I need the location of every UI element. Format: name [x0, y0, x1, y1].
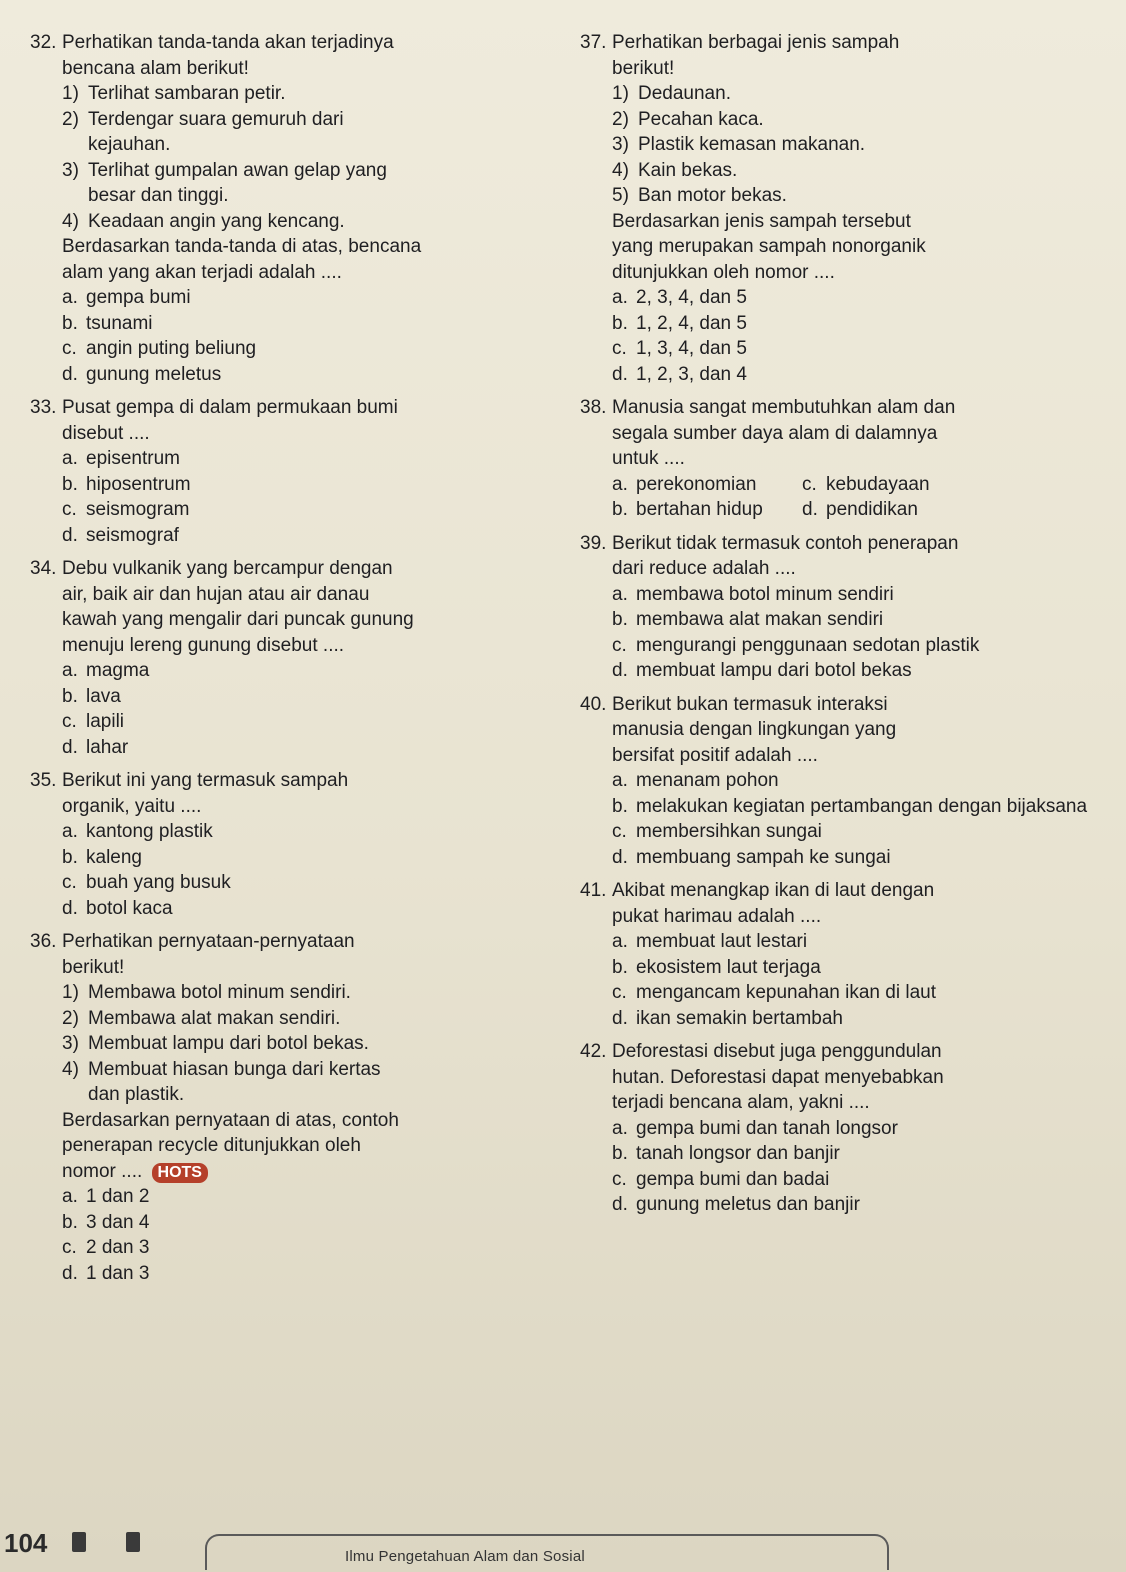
statement-list	[612, 81, 1100, 209]
question-42	[580, 1039, 1100, 1218]
option-c[interactable]: c. mengancam kepunahan ikan di laut	[612, 982, 936, 1003]
question-text-line: Berikut tidak termasuk contoh penerapan	[612, 532, 959, 554]
question-35	[30, 768, 570, 921]
question-text-line: Pusat gempa di dalam permukaan bumi	[62, 397, 398, 418]
question-text-line: Perhatikan tanda-tanda akan terjadinya	[62, 32, 394, 53]
question-text-line: Deforestasi disebut juga penggundulan	[612, 1041, 942, 1062]
option-b[interactable]: b. hiposentrum	[62, 473, 191, 495]
statement: 1) Terlihat sambaran petir.	[62, 83, 286, 104]
hots-badge: HOTS	[152, 1163, 208, 1183]
question-text-line: berikut!	[62, 956, 125, 978]
question-number: 41.	[580, 880, 607, 901]
option-b[interactable]: b. tsunami	[62, 312, 153, 334]
question-number: 33.	[30, 397, 57, 418]
question-number: 42.	[580, 1041, 607, 1062]
option-d[interactable]: d. lahar	[62, 736, 129, 758]
question-number: 34.	[30, 558, 57, 579]
page-footer	[0, 1520, 1126, 1572]
option-d[interactable]: d. membuat lampu dari botol bekas	[612, 660, 912, 681]
question-text-line: terjadi bencana alam, yakni ....	[612, 1092, 870, 1113]
question-text-line: Perhatikan pernyataan-pernyataan	[62, 931, 355, 952]
question-text-line: dari reduce adalah ....	[612, 558, 796, 579]
option-a[interactable]: a. menanam pohon	[612, 770, 779, 791]
question-text-line: manusia dengan lingkungan yang	[612, 719, 897, 740]
statement: 1) Membawa botol minum sendiri.	[62, 982, 351, 1003]
option-c[interactable]: c. membersihkan sungai	[612, 821, 822, 842]
option-b[interactable]: b. tanah longsor dan banjir	[612, 1143, 840, 1164]
option-c[interactable]: c. gempa bumi dan badai	[612, 1168, 830, 1190]
option-a[interactable]: a. gempa bumi dan tanah longsor	[612, 1117, 898, 1139]
question-32	[30, 30, 570, 387]
option-d[interactable]: d. 1, 2, 3, dan 4	[612, 363, 747, 385]
decorative-figure-icon	[72, 1532, 86, 1552]
option-list	[62, 285, 570, 387]
option-list	[62, 1184, 570, 1286]
statement: 4) Membuat hiasan bunga dari kertas dan plastik.	[62, 1058, 381, 1105]
question-text-line: segala sumber daya alam di dalamnya	[612, 422, 938, 444]
option-list	[62, 446, 570, 548]
question-41	[580, 878, 1100, 1031]
question-33	[30, 395, 570, 548]
question-prompt: Berdasarkan jenis sampah tersebut yang merupakan sampah nonorganik ditunjukkan oleh nomor ....	[612, 210, 926, 283]
question-text-line: Debu vulkanik yang bercampur dengan	[62, 558, 393, 579]
option-a[interactable]: a. 1 dan 2	[62, 1186, 150, 1207]
statement: 2) Terdengar suara gemuruh dari kejauhan.	[62, 108, 344, 155]
question-text-line: bersifat positif adalah ....	[612, 744, 818, 766]
option-d[interactable]: d. membuang sampah ke sungai	[612, 846, 891, 868]
option-b[interactable]: b. 3 dan 4	[62, 1211, 150, 1233]
statement: 2) Pecahan kaca.	[612, 108, 764, 130]
option-a[interactable]: a. perekonomian	[612, 473, 757, 495]
question-text-line: Perhatikan berbagai jenis sampah	[612, 32, 900, 53]
option-d[interactable]: d. seismograf	[62, 524, 179, 546]
question-text-line: kawah yang mengalir dari puncak gunung	[62, 609, 414, 630]
statement-list	[62, 980, 570, 1108]
option-b[interactable]: b. bertahan hidup	[612, 499, 763, 520]
option-b[interactable]: b. melakukan kegiatan pertambangan dengan bijaksana	[612, 795, 1088, 817]
option-list	[612, 929, 1100, 1031]
option-d[interactable]: d. gunung meletus	[62, 363, 222, 385]
question-text-line: Berikut bukan termasuk interaksi	[612, 693, 888, 715]
question-text-line: untuk ....	[612, 448, 685, 469]
option-c[interactable]: c. angin puting beliung	[62, 338, 257, 359]
option-d[interactable]: d. botol kaca	[62, 897, 173, 919]
option-b[interactable]: b. 1, 2, 4, dan 5	[612, 312, 747, 334]
question-text-line: Akibat menangkap ikan di laut dengan	[612, 880, 935, 901]
question-text-line: air, baik air dan hujan atau air danau	[62, 583, 370, 605]
question-prompt: Berdasarkan pernyataan di atas, contoh penerapan recycle ditunjukkan oleh nomor .... HOTS	[62, 1109, 399, 1182]
question-number: 39.	[580, 532, 607, 554]
footer-book-title: Ilmu Pengetahuan Alam dan Sosial	[345, 1548, 585, 1565]
option-d[interactable]: d. ikan semakin bertambah	[612, 1007, 843, 1029]
question-text-line: hutan. Deforestasi dapat menyebabkan	[612, 1066, 944, 1088]
statement: 3) Membuat lampu dari botol bekas.	[62, 1033, 369, 1054]
option-c[interactable]: c. lapili	[62, 711, 125, 732]
option-list	[62, 658, 570, 760]
option-a[interactable]: a. membawa botol minum sendiri	[612, 583, 894, 605]
right-column	[580, 30, 1100, 1226]
option-list	[612, 285, 1100, 387]
option-c[interactable]: c. buah yang busuk	[62, 872, 231, 893]
left-column	[30, 30, 570, 1294]
question-text-line: berikut!	[612, 57, 675, 79]
question-34	[30, 556, 570, 760]
option-b[interactable]: b. membawa alat makan sendiri	[612, 609, 884, 630]
option-d[interactable]: d. 1 dan 3	[62, 1262, 150, 1284]
question-number: 35.	[30, 770, 57, 791]
option-list	[612, 1116, 1100, 1218]
option-list	[612, 768, 1100, 870]
statement: 4) Keadaan angin yang kencang.	[62, 210, 345, 232]
option-b[interactable]: b. ekosistem laut terjaga	[612, 956, 821, 978]
option-a[interactable]: a. episentrum	[62, 448, 180, 469]
statement: 3) Plastik kemasan makanan.	[612, 134, 866, 155]
page-number: 104	[4, 1528, 48, 1558]
question-38	[580, 395, 1100, 523]
question-number: 40.	[580, 693, 607, 715]
question-number: 37.	[580, 32, 607, 53]
decorative-figure-icon	[126, 1532, 140, 1552]
option-d[interactable]: d. pendidikan	[802, 499, 918, 520]
statement: 1) Dedaunan.	[612, 83, 731, 104]
question-number: 36.	[30, 931, 57, 952]
option-c[interactable]: c. mengurangi penggunaan sedotan plastik	[612, 634, 980, 656]
question-number: 38.	[580, 397, 607, 418]
option-c[interactable]: c. kebudayaan	[802, 473, 930, 495]
option-b[interactable]: b. lava	[62, 685, 121, 707]
question-text-line: pukat harimau adalah ....	[612, 905, 822, 927]
option-list	[612, 472, 1100, 523]
statement: 3) Terlihat gumpalan awan gelap yang besar dan tinggi.	[62, 159, 387, 206]
option-a[interactable]: a. 2, 3, 4, dan 5	[612, 287, 747, 308]
question-37	[580, 30, 1100, 387]
option-a[interactable]: a. membuat laut lestari	[612, 931, 808, 952]
question-prompt: Berdasarkan tanda-tanda di atas, bencana alam yang akan terjadi adalah ....	[62, 236, 422, 283]
option-c[interactable]: c. 2 dan 3	[62, 1237, 150, 1258]
statement: 4) Kain bekas.	[612, 159, 738, 181]
statement-list	[62, 81, 570, 234]
option-c[interactable]: c. seismogram	[62, 499, 190, 520]
question-text-line: bencana alam berikut!	[62, 57, 249, 79]
statement: 2) Membawa alat makan sendiri.	[62, 1007, 341, 1029]
question-text-line: organik, yaitu ....	[62, 795, 202, 817]
question-40	[580, 692, 1100, 871]
question-text-line: Berikut ini yang termasuk sampah	[62, 770, 349, 791]
option-c[interactable]: c. 1, 3, 4, dan 5	[612, 338, 747, 359]
question-text-line: disebut ....	[62, 422, 150, 444]
question-36	[30, 929, 570, 1286]
question-text-line: menuju lereng gunung disebut ....	[62, 634, 345, 656]
option-a[interactable]: a. kantong plastik	[62, 821, 213, 842]
option-d[interactable]: d. gunung meletus dan banjir	[612, 1194, 860, 1215]
question-text-line: Manusia sangat membutuhkan alam dan	[612, 397, 956, 418]
option-list	[62, 819, 570, 921]
option-a[interactable]: a. gempa bumi	[62, 287, 191, 308]
question-39	[580, 531, 1100, 684]
question-number: 32.	[30, 32, 57, 53]
option-a[interactable]: a. magma	[62, 660, 150, 681]
statement: 5) Ban motor bekas.	[612, 185, 787, 206]
option-list	[612, 582, 1100, 684]
option-b[interactable]: b. kaleng	[62, 846, 142, 868]
